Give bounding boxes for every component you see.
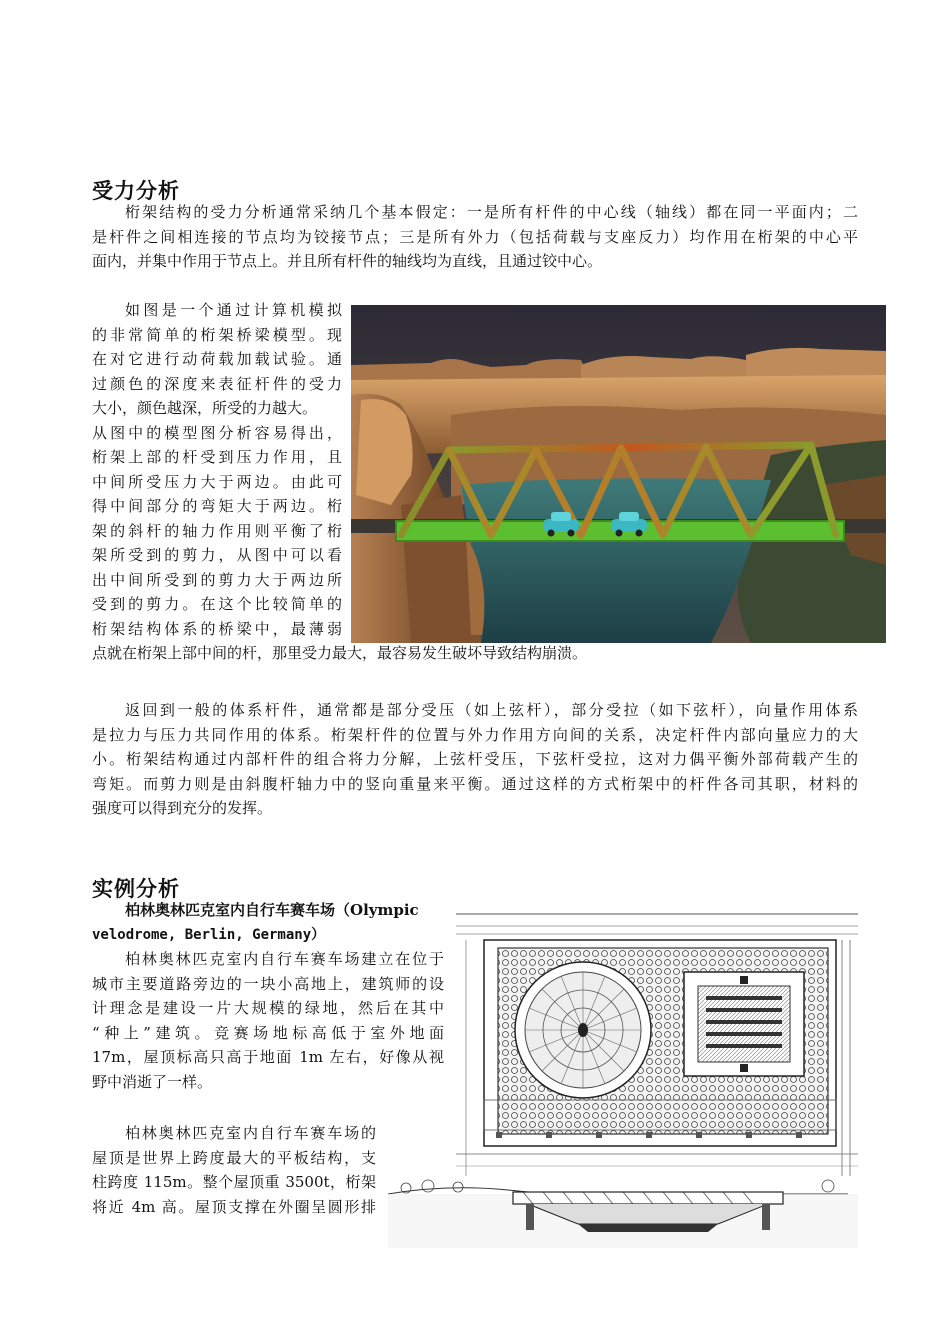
text-line: 是杆件之间相连接的节点均为铰接节点；三是所有外力（包括荷载与支座反力）均作用在桁架的中心平 [92,227,858,246]
case-title-line: velodrome, Berlin, Germany） [92,926,326,943]
text-line: 小。桁架结构通过内部杆件的组合将力分解，上弦杆受压，下弦杆受拉，这对力偶平衡外部荷载产生的 [92,750,858,768]
paragraph-velodrome-roof [92,1121,376,1219]
velodrome-section-drawing [388,1176,858,1248]
case-title-text: 柏林奥林匹克室内自行车赛车场（Olympic [125,901,419,919]
velodrome-site-plan-image [456,904,858,1176]
text-line: 返回到一般的体系杆件，通常都是部分受压（如上弦杆），部分受拉（如下弦杆），向量作用体系 [125,701,858,719]
text-line: 如图是一个通过计算机模拟 [125,301,342,319]
text-line: 是拉力与压力共同作用的体系。桁架杆件的位置与外力作用方向间的关系，决定杆件内部向量应力的大 [92,725,858,744]
bridge-scene-svg [351,305,886,643]
text-line: “种上”建筑。竞赛场地标高低于室外地面 [92,1023,444,1042]
text-line: 架的斜杆的轴力作用则平衡了桁 [92,521,342,540]
text-line: 柏林奥林匹克室内自行车赛车场建立在位于 [125,950,444,968]
section-drawing-svg [388,1176,858,1248]
text-line: 中间所受压力大于两边。由此可 [92,472,342,491]
text-line: 从图中的模型图分析容易得出， [92,423,342,442]
text-line: 点就在桁架上部中间的杆，那里受力最大，最容易发生破坏导致结构崩溃。 [92,644,588,662]
text-line: 计理念是建设一片大规模的绿地，然后在其中 [92,999,444,1017]
paragraph-assumptions [92,200,858,274]
text-line: 受到的剪力。在这个比较简单的 [92,595,342,613]
truss-bridge-simulation-image [351,305,886,643]
section-heading-case-study: 实例分析 [92,877,180,901]
text-line: 面内，并集中作用于节点上。并且所有杆件的轴线均为直线，且通过铰中心。 [92,252,603,270]
text-line: 强度可以得到充分的发挥。 [92,799,273,817]
paragraph-bridge-model-tail [92,641,858,666]
paragraph-members-general [92,698,858,821]
text-line: 柏林奥林匹克室内自行车赛车场的 [125,1124,376,1142]
text-line: 得中间部分的弯矩大于两边。桁 [92,497,342,515]
text-line: 屋顶是世界上跨度最大的平板结构，支 [92,1148,376,1167]
text-line: 桁架结构体系的桥梁中，最薄弱 [92,619,342,638]
text-line: 在对它进行动荷载加载试验。通 [92,350,342,368]
text-line: 城市主要道路旁边的一块小高地上，建筑师的设 [92,974,444,993]
text-line: 弯矩。而剪力则是由斜腹杆轴力中的竖向重量来平衡。通过这样的方式桁架中的杆件各司其职，材料的 [92,774,858,793]
text-line: 野中消逝了一样。 [92,1072,213,1091]
text-line: 出中间所受到的剪力大于两边所 [92,570,342,589]
case-title-line [92,898,444,923]
text-line: 17m，屋顶标高只高于地面 1m 左右，好像从视 [92,1048,444,1066]
paragraph-bridge-model [92,298,342,641]
text-line: 的非常简单的桁架桥梁模型。现 [92,325,342,344]
text-line: 桁架结构的受力分析通常采纳几个基本假定：一是所有杆件的中心线（轴线）都在同一平面内；二 [125,203,858,221]
text-line: 架所受到的剪力，从图中可以看 [92,546,342,564]
text-line: 大小，颜色越深，所受的力越大。 [92,399,318,417]
paragraph-velodrome-intro [92,898,444,1094]
text-line: 过颜色的深度来表征杆件的受力 [92,374,342,393]
section-heading-force-analysis: 受力分析 [92,179,180,203]
site-plan-svg [456,904,858,1176]
text-line: 桁架上部的杆受到压力作用，且 [92,448,342,466]
text-line: 将近 4m 高。屋顶支撑在外圈呈圆形排 [92,1197,376,1216]
text-line: 柱跨度 115m。整个屋顶重 3500t，桁架 [92,1173,376,1191]
